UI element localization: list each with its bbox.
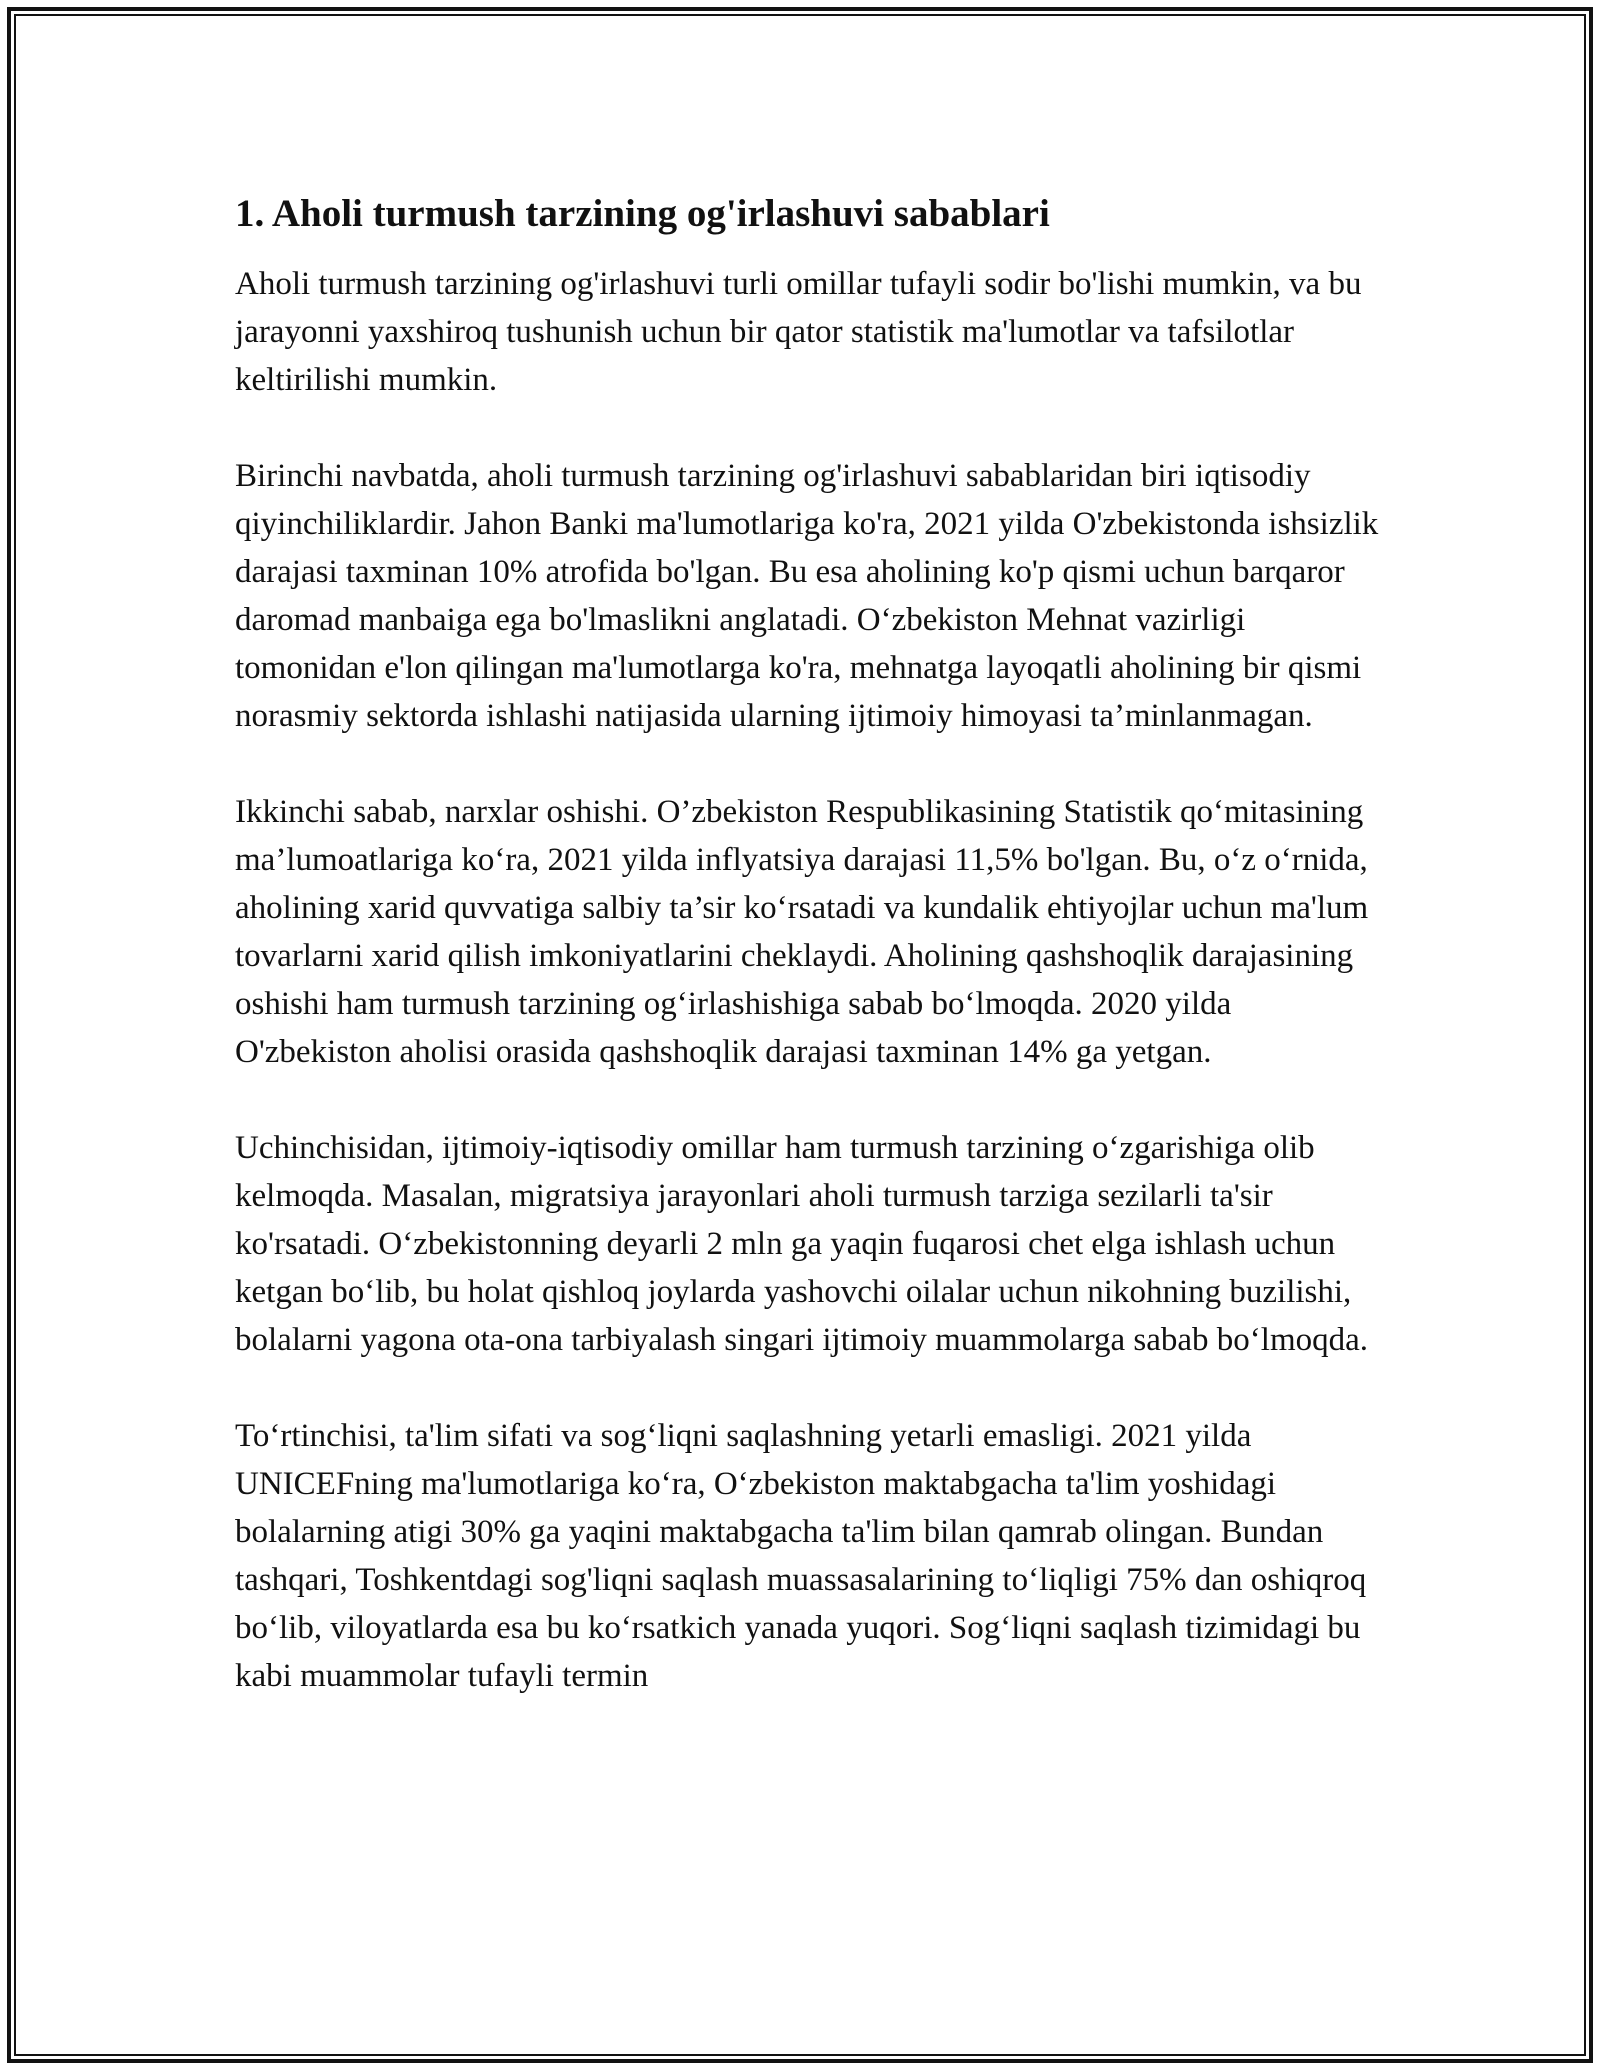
section-title: 1. Aholi turmush tarzining og'irlashuvi sabablari [235,192,1050,235]
paragraph-education-health: To‘rtinchisi, ta'lim sifati va sog‘liqni saqlashning yetarli emasligi. 2021 yilda UNICEFning ma'lumotlariga ko‘ra, O‘zbekiston maktabgacha ta'lim yoshidagi bolalarning atigi 30% ga yaqini maktabgacha ta'lim bilan qamrab olingan. Bundan tashqari, Toshkentdagi sog'liqni saqlash muassasalarining to‘liqligi 75% dan oshiqroq bo‘lib, viloyatlarda esa bu ko‘rsatkich yanada yuqori. Sog‘liqni saqlash tizimidagi bu kabi muammolar tufayli termin [235,1418,1367,1694]
paragraph-price-growth: Ikkinchi sabab, narxlar oshishi. O’zbekiston Respublikasining Statistik qo‘mitasining ma’lumoatlariga ko‘ra, 2021 yilda inflyatsiya darajasi 11,5% bo'lgan. Bu, o‘z o‘rnida, aholining xarid quvvatiga salbiy ta’sir ko‘rsatadi va kundalik ehtiyojlar uchun ma'lum tovarlarni xarid qilish imkoniyatlarini cheklaydi. Aholining qashshoqlik darajasining oshishi ham turmush tarzining og‘irlashishiga sabab bo‘lmoqda. 2020 yilda O'zbekiston aholisi orasida qashshoqlik darajasi taxminan 14% ga yetgan. [235,794,1369,1070]
paragraph-intro: Aholi turmush tarzining og'irlashuvi turli omillar tufayli sodir bo'lishi mumkin, va bu jarayonni yaxshiroq tushunish uchun bir qator statistik ma'lumotlar va tafsilotlar keltirilishi mumkin. [235,266,1362,398]
paragraph-economic-difficulties: Birinchi navbatda, aholi turmush tarzining og'irlashuvi sabablaridan biri iqtisodiy qiyinchiliklardir. Jahon Banki ma'lumotlariga ko'ra, 2021 yilda O'zbekistonda ishsizlik darajasi taxminan 10% atrofida bo'lgan. Bu esa aholining ko'p qismi uchun barqaror daromad manbaiga ega bo'lmaslikni anglatadi. O‘zbekiston Mehnat vazirligi tomonidan e'lon qilingan ma'lumotlarga ko'ra, mehnatga layoqatli aholining bir qismi norasmiy sektorda ishlashi natijasida ularning ijtimoiy himoyasi ta’minlanmagan. [235,458,1379,734]
paragraph-socio-economic-factors: Uchinchisidan, ijtimoiy-iqtisodiy omillar ham turmush tarzining o‘zgarishiga olib kelmoqda. Masalan, migratsiya jarayonlari aholi turmush tarziga sezilarli ta'sir ko'rsatadi. O‘zbekistonning deyarli 2 mln ga yaqin fuqarosi chet elga ishlash uchun ketgan bo‘lib, bu holat qishloq joylarda yashovchi oilalar uchun nikohning buzilishi, bolalarni yagona ota-ona tarbiyalash singari ijtimoiy muammolarga sabab bo‘lmoqda. [235,1130,1369,1358]
document-body [235,186,1385,1700]
